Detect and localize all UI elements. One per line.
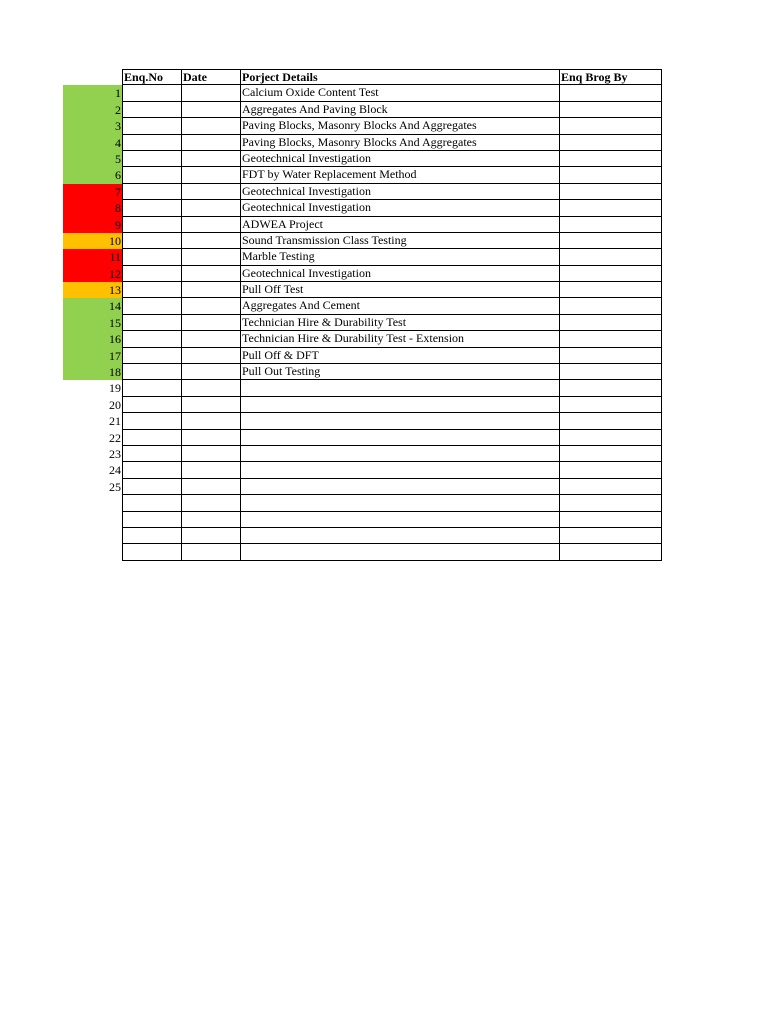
- header-date: Date: [182, 70, 241, 84]
- row-grid: [122, 544, 662, 560]
- project-details-cell: Pull Out Testing: [241, 364, 560, 379]
- project-details-cell: Marble Testing: [241, 249, 560, 264]
- enq-no-cell: [123, 446, 182, 461]
- date-cell: [182, 544, 241, 559]
- project-details-cell: Technician Hire & Durability Test: [241, 315, 560, 330]
- date-cell: [182, 495, 241, 510]
- enq-brought-by-cell: [560, 200, 662, 215]
- row-grid: [122, 282, 662, 298]
- row-grid: [122, 298, 662, 314]
- date-cell: [182, 135, 241, 150]
- row-grid: [122, 446, 662, 462]
- date-cell: [182, 364, 241, 379]
- date-cell: [182, 200, 241, 215]
- date-cell: [182, 102, 241, 117]
- row-grid: [122, 479, 662, 495]
- enq-brought-by-cell: [560, 151, 662, 166]
- project-details-cell: [241, 462, 560, 477]
- project-details-cell: Sound Transmission Class Testing: [241, 233, 560, 248]
- header-project-details: Porject Details: [241, 70, 560, 84]
- date-cell: [182, 446, 241, 461]
- enq-brought-by-cell: [560, 380, 662, 395]
- row-number: 17: [63, 348, 122, 364]
- date-cell: [182, 282, 241, 297]
- enq-no-cell: [123, 217, 182, 232]
- enq-no-cell: [123, 298, 182, 313]
- date-cell: [182, 249, 241, 264]
- row-number: 8: [63, 200, 122, 216]
- row-grid: [122, 315, 662, 331]
- enq-brought-by-cell: [560, 364, 662, 379]
- enq-no-cell: [123, 233, 182, 248]
- row-number: [63, 495, 122, 511]
- enq-brought-by-cell: [560, 495, 662, 510]
- enq-no-cell: [123, 266, 182, 281]
- enq-brought-by-cell: [560, 266, 662, 281]
- row-grid: [122, 85, 662, 101]
- row-grid: [122, 151, 662, 167]
- enq-brought-by-cell: [560, 217, 662, 232]
- enq-no-cell: [123, 528, 182, 543]
- date-cell: [182, 512, 241, 527]
- project-details-cell: [241, 528, 560, 543]
- enq-no-cell: [123, 118, 182, 133]
- project-details-cell: Aggregates And Paving Block: [241, 102, 560, 117]
- enq-brought-by-cell: [560, 462, 662, 477]
- project-details-cell: Geotechnical Investigation: [241, 266, 560, 281]
- project-details-cell: Paving Blocks, Masonry Blocks And Aggregates: [241, 135, 560, 150]
- project-details-cell: Pull Off Test: [241, 282, 560, 297]
- row-number: 16: [63, 331, 122, 347]
- date-cell: [182, 397, 241, 412]
- row-number: 14: [63, 298, 122, 314]
- date-cell: [182, 479, 241, 494]
- enq-brought-by-cell: [560, 479, 662, 494]
- enq-brought-by-cell: [560, 135, 662, 150]
- enq-no-cell: [123, 85, 182, 100]
- header-enq-no: Enq.No: [123, 70, 182, 84]
- date-cell: [182, 266, 241, 281]
- date-cell: [182, 413, 241, 428]
- project-details-cell: Geotechnical Investigation: [241, 151, 560, 166]
- row-number: 13: [63, 282, 122, 298]
- project-details-cell: Aggregates And Cement: [241, 298, 560, 313]
- row-grid: [122, 233, 662, 249]
- row-grid: [122, 200, 662, 216]
- enq-brought-by-cell: [560, 167, 662, 182]
- row-grid: [122, 380, 662, 396]
- date-cell: [182, 430, 241, 445]
- enq-no-cell: [123, 413, 182, 428]
- enq-brought-by-cell: [560, 184, 662, 199]
- enq-no-cell: [123, 184, 182, 199]
- date-cell: [182, 151, 241, 166]
- project-details-cell: [241, 512, 560, 527]
- enq-brought-by-cell: [560, 102, 662, 117]
- date-cell: [182, 528, 241, 543]
- row-grid: [122, 184, 662, 200]
- row-number: [63, 528, 122, 544]
- row-grid: [122, 528, 662, 544]
- date-cell: [182, 217, 241, 232]
- row-number: 10: [63, 233, 122, 249]
- row-grid: [122, 249, 662, 265]
- enq-no-cell: [123, 135, 182, 150]
- row-number: 1: [63, 85, 122, 101]
- enq-brought-by-cell: [560, 298, 662, 313]
- enq-no-cell: [123, 495, 182, 510]
- date-cell: [182, 298, 241, 313]
- row-grid: [122, 102, 662, 118]
- row-number: 18: [63, 364, 122, 380]
- header-grid: [122, 69, 662, 85]
- enq-no-cell: [123, 348, 182, 363]
- project-details-cell: ADWEA Project: [241, 217, 560, 232]
- row-grid: [122, 135, 662, 151]
- enq-brought-by-cell: [560, 544, 662, 559]
- enq-brought-by-cell: [560, 118, 662, 133]
- row-number: [63, 544, 122, 560]
- enq-brought-by-cell: [560, 331, 662, 346]
- row-grid: [122, 118, 662, 134]
- row-number: 3: [63, 118, 122, 134]
- row-number: 20: [109, 397, 121, 412]
- row-grid: [122, 397, 662, 413]
- project-details-cell: Pull Off & DFT: [241, 348, 560, 363]
- project-details-cell: Calcium Oxide Content Test: [241, 85, 560, 100]
- row-number: 9: [63, 217, 122, 233]
- row-number: 24: [109, 463, 121, 478]
- project-details-cell: [241, 446, 560, 461]
- enq-brought-by-cell: [560, 348, 662, 363]
- enq-brought-by-cell: [560, 413, 662, 428]
- row-number: 2: [63, 102, 122, 118]
- enq-no-cell: [123, 512, 182, 527]
- project-details-cell: [241, 430, 560, 445]
- project-details-cell: [241, 495, 560, 510]
- enq-no-cell: [123, 462, 182, 477]
- enq-no-cell: [123, 479, 182, 494]
- row-number: 11: [63, 249, 122, 265]
- date-cell: [182, 315, 241, 330]
- row-number: 6: [63, 167, 122, 183]
- header-row-number-cell: [63, 69, 122, 85]
- project-details-cell: [241, 479, 560, 494]
- date-cell: [182, 184, 241, 199]
- row-grid: [122, 266, 662, 282]
- row-number: 22: [109, 430, 121, 445]
- date-cell: [182, 348, 241, 363]
- row-number: 25: [109, 479, 121, 494]
- date-cell: [182, 331, 241, 346]
- row-number: 12: [63, 266, 122, 282]
- row-number: 7: [63, 184, 122, 200]
- enq-no-cell: [123, 282, 182, 297]
- row-grid: [122, 413, 662, 429]
- date-cell: [182, 85, 241, 100]
- enq-no-cell: [123, 315, 182, 330]
- enq-brought-by-cell: [560, 85, 662, 100]
- row-number: 21: [109, 414, 121, 429]
- enq-brought-by-cell: [560, 446, 662, 461]
- row-grid: [122, 348, 662, 364]
- enq-no-cell: [123, 151, 182, 166]
- row-number: 19: [109, 381, 121, 396]
- project-details-cell: [241, 413, 560, 428]
- row-number: 4: [63, 135, 122, 151]
- project-details-cell: [241, 380, 560, 395]
- row-grid: [122, 462, 662, 478]
- row-grid: [122, 364, 662, 380]
- row-number: 23: [109, 446, 121, 461]
- project-details-cell: [241, 544, 560, 559]
- header-enq-brought-by: Enq Brog By: [560, 70, 662, 84]
- project-details-cell: FDT by Water Replacement Method: [241, 167, 560, 182]
- project-details-cell: [241, 397, 560, 412]
- row-number: [63, 512, 122, 528]
- enq-brought-by-cell: [560, 528, 662, 543]
- enq-no-cell: [123, 364, 182, 379]
- row-grid: [122, 167, 662, 183]
- project-details-cell: Geotechnical Investigation: [241, 184, 560, 199]
- enq-no-cell: [123, 167, 182, 182]
- enq-no-cell: [123, 331, 182, 346]
- row-number: 5: [63, 151, 122, 167]
- date-cell: [182, 118, 241, 133]
- row-grid: [122, 217, 662, 233]
- project-details-cell: Paving Blocks, Masonry Blocks And Aggregates: [241, 118, 560, 133]
- row-grid: [122, 512, 662, 528]
- enq-no-cell: [123, 249, 182, 264]
- enq-brought-by-cell: [560, 233, 662, 248]
- row-number: 15: [63, 315, 122, 331]
- row-grid: [122, 430, 662, 446]
- row-grid: [122, 495, 662, 511]
- enq-brought-by-cell: [560, 249, 662, 264]
- date-cell: [182, 462, 241, 477]
- row-grid: [122, 331, 662, 347]
- enq-brought-by-cell: [560, 397, 662, 412]
- date-cell: [182, 380, 241, 395]
- enq-brought-by-cell: [560, 315, 662, 330]
- project-details-cell: Geotechnical Investigation: [241, 200, 560, 215]
- enq-no-cell: [123, 380, 182, 395]
- enq-no-cell: [123, 200, 182, 215]
- project-details-cell: Technician Hire & Durability Test - Extension: [241, 331, 560, 346]
- enq-no-cell: [123, 544, 182, 559]
- enq-no-cell: [123, 397, 182, 412]
- enq-brought-by-cell: [560, 430, 662, 445]
- date-cell: [182, 233, 241, 248]
- enq-brought-by-cell: [560, 282, 662, 297]
- enq-no-cell: [123, 430, 182, 445]
- enq-brought-by-cell: [560, 512, 662, 527]
- enq-no-cell: [123, 102, 182, 117]
- date-cell: [182, 167, 241, 182]
